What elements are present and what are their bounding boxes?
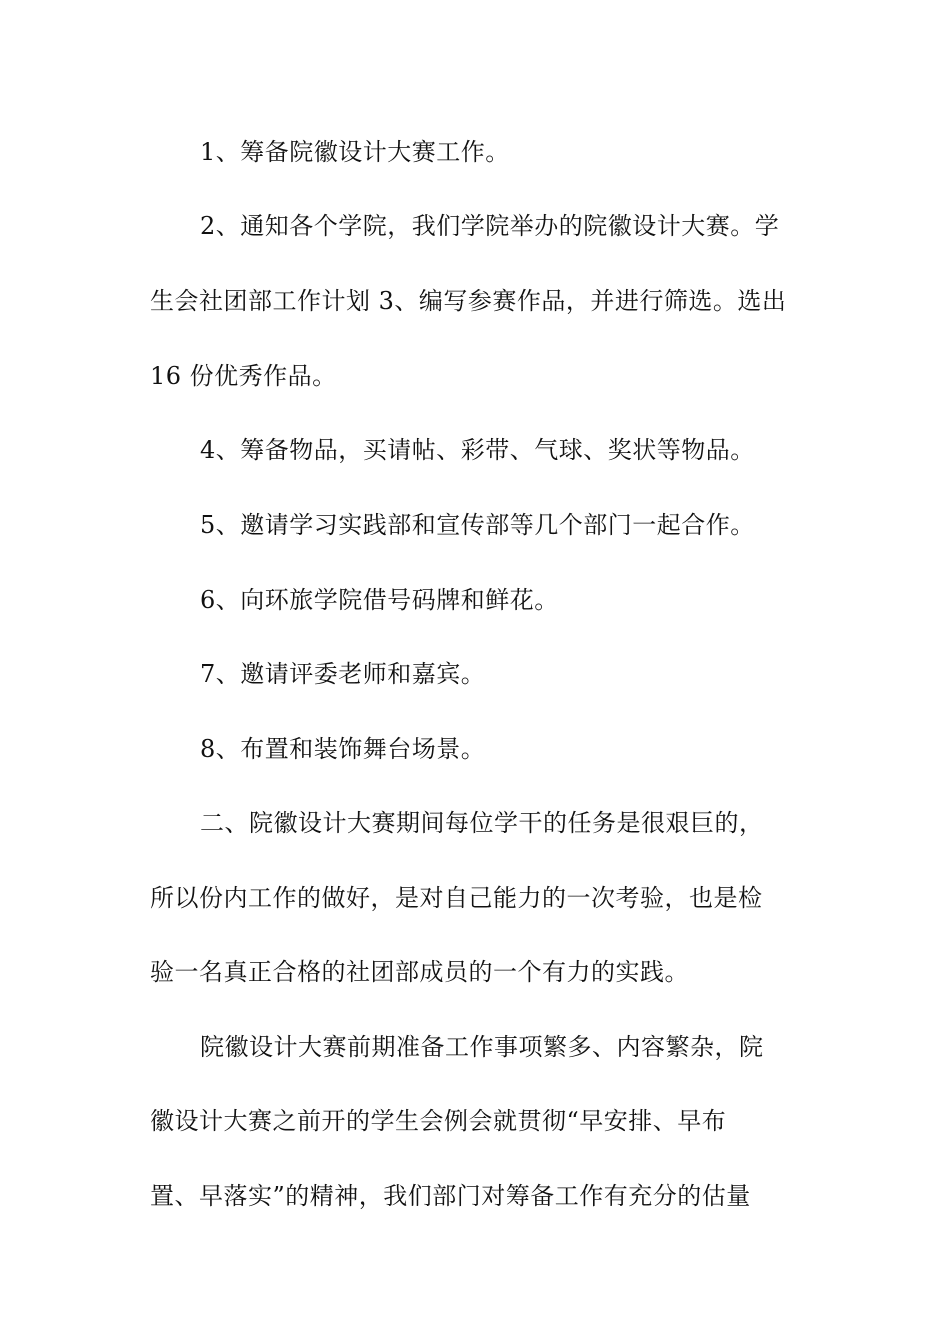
text-line: 4、筹备物品，买请帖、彩带、气球、奖状等物品。 (200, 436, 755, 464)
text-line: 所以份内工作的做好，是对自己能力的一次考验，也是检 (150, 884, 763, 912)
text-line: 1、筹备院徽设计大赛工作。 (200, 138, 510, 166)
text-line: 二、院徽设计大赛期间每位学干的任务是很艰巨的， (200, 809, 764, 837)
text-line: 6、向环旅学院借号码牌和鲜花。 (200, 586, 559, 614)
text-line: 院徽设计大赛前期准备工作事项繁多、内容繁杂，院 (200, 1033, 764, 1061)
text-line: 2、通知各个学院，我们学院举办的院徽设计大赛。学 (200, 212, 780, 240)
text-line: 置、早落实”的精神，我们部门对筹备工作有充分的估量 (150, 1182, 751, 1210)
text-line: 7、邀请评委老师和嘉宾。 (200, 660, 486, 688)
text-line: 生会社团部工作计划 3、编写参赛作品，并进行筛选。选出 (150, 287, 787, 315)
text-line: 验一名真正合格的社团部成员的一个有力的实践。 (150, 958, 689, 986)
text-line: 徽设计大赛之前开的学生会例会就贯彻“早安排、早布 (150, 1107, 727, 1135)
text-line: 5、邀请学习实践部和宣传部等几个部门一起合作。 (200, 511, 755, 539)
text-line: 8、布置和装饰舞台场景。 (200, 735, 486, 763)
text-line: 16 份优秀作品。 (150, 362, 337, 390)
